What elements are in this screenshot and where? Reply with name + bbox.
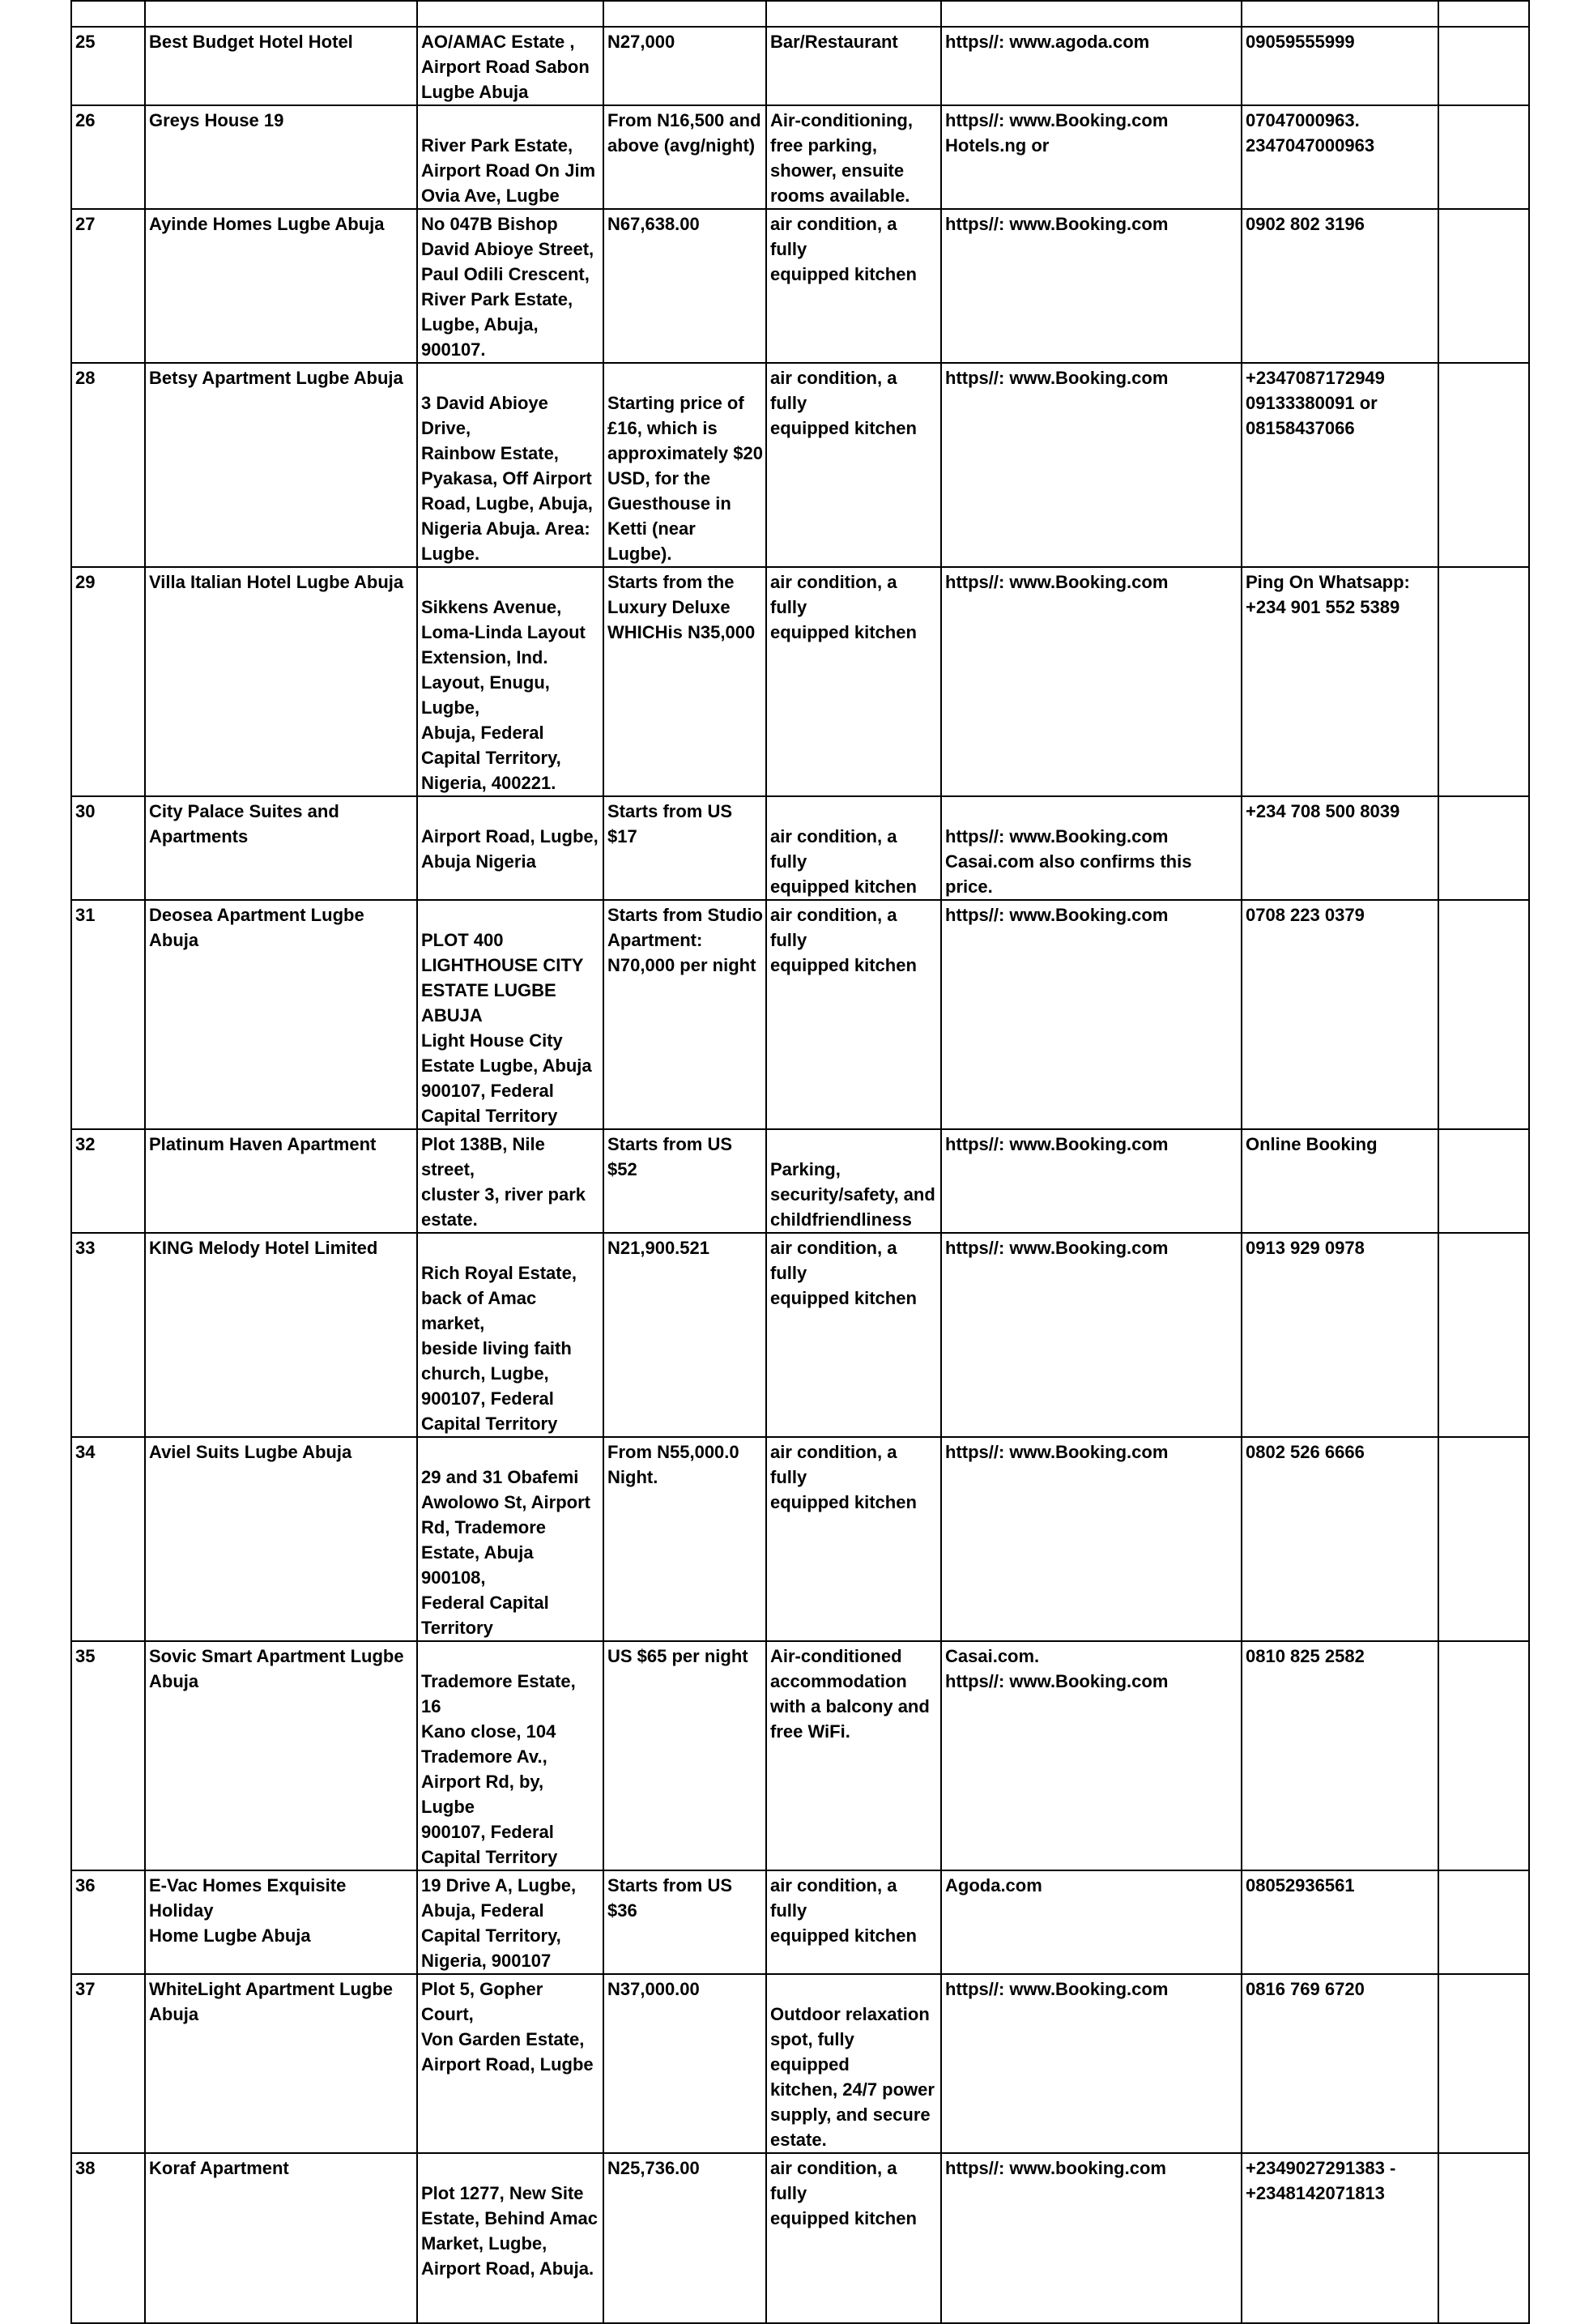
- hotel-amenities-cell: [766, 900, 941, 1129]
- hotel-price-cell: [603, 796, 766, 900]
- extra-cell-cell: [1438, 363, 1529, 567]
- hotel-price: From N55,000.0 Night.: [607, 1442, 739, 1487]
- hotel-listing-sheet: [70, 0, 1528, 2324]
- row-number-cell: [71, 2153, 145, 2323]
- hotel-contact: 0810 825 2582: [1246, 1646, 1365, 1666]
- hotel-address-cell: [417, 2153, 603, 2323]
- table-row: [71, 900, 1529, 1129]
- hotel-table: [70, 0, 1530, 2324]
- hotel-address: 19 Drive A, Lugbe, Abuja, Federal Capital Territory, Nigeria, 900107: [421, 1875, 577, 1971]
- booking-source-cell: [941, 1129, 1242, 1233]
- booking-source: https//: www.Booking.com: [945, 572, 1169, 592]
- hotel-name: E-Vac Homes Exquisite Holiday Home Lugbe Abuja: [149, 1875, 347, 1946]
- booking-source-cell: [941, 1437, 1242, 1641]
- booking-source: https//: www.Booking.com: [945, 1238, 1169, 1258]
- hotel-price: N25,736.00: [607, 2158, 700, 2178]
- table-row: [71, 1233, 1529, 1437]
- hotel-address-cell: [417, 1974, 603, 2153]
- hotel-address: Airport Road, Lugbe, Abuja Nigeria: [421, 826, 599, 872]
- hotel-contact: 08052936561: [1246, 1875, 1355, 1895]
- row-number: 25: [75, 32, 96, 52]
- hotel-amenities: air condition, a fully equipped kitchen: [770, 826, 917, 897]
- hotel-address: Plot 138B, Nile street, cluster 3, river park estate.: [421, 1134, 586, 1230]
- hotel-amenities: Bar/Restaurant: [770, 32, 898, 52]
- hotel-address-cell: [417, 900, 603, 1129]
- hotel-contact: +234 708 500 8039: [1246, 801, 1400, 821]
- hotel-price: Starts from Studio Apartment: N70,000 per night: [607, 905, 763, 975]
- hotel-price-cell: [603, 1233, 766, 1437]
- hotel-name-cell: [145, 209, 417, 363]
- hotel-name: WhiteLight Apartment Lugbe Abuja: [149, 1979, 394, 2024]
- hotel-name: Greys House 19: [149, 110, 284, 130]
- booking-source-cell: [941, 796, 1242, 900]
- row-number-cell: [71, 27, 145, 105]
- table-row: [71, 1437, 1529, 1641]
- hotel-price-cell: [603, 1641, 766, 1870]
- hotel-contact: 0913 929 0978: [1246, 1238, 1365, 1258]
- hotel-price-cell: [603, 27, 766, 105]
- hotel-name-cell: [145, 1437, 417, 1641]
- hotel-address-cell: [417, 567, 603, 796]
- hotel-amenities: air condition, a fully equipped kitchen: [770, 1875, 917, 1946]
- hotel-name: KING Melody Hotel Limited: [149, 1238, 378, 1258]
- hotel-address-cell: [417, 1641, 603, 1870]
- hotel-contact: +2349027291383 - +2348142071813: [1246, 2158, 1396, 2203]
- hotel-address: River Park Estate, Airport Road On Jim Ovia Ave, Lugbe: [421, 135, 596, 206]
- hotel-name: Platinum Haven Apartment: [149, 1134, 377, 1154]
- booking-source-cell: [941, 27, 1242, 105]
- booking-source-cell: [941, 363, 1242, 567]
- table-row: [71, 1129, 1529, 1233]
- hotel-name-cell: [145, 27, 417, 105]
- hotel-amenities: air condition, a fully equipped kitchen: [770, 1238, 917, 1308]
- hotel-price-cell: [603, 900, 766, 1129]
- hotel-contact: Online Booking: [1246, 1134, 1378, 1154]
- extra-cell-cell: [1438, 2153, 1529, 2323]
- hotel-address: Plot 1277, New Site Estate, Behind Amac Market, Lugbe, Airport Road, Abuja.: [421, 2183, 599, 2279]
- booking-source-cell: [941, 900, 1242, 1129]
- booking-source-cell: [941, 105, 1242, 209]
- hotel-name-cell: [145, 1641, 417, 1870]
- hotel-price: From N16,500 and above (avg/night): [607, 110, 761, 156]
- hotel-price: N27,000: [607, 32, 675, 52]
- hotel-address: No 047B Bishop David Abioye Street, Paul Odili Crescent, River Park Estate, Lugbe, Abuja, 900107.: [421, 214, 594, 360]
- hotel-name: Aviel Suits Lugbe Abuja: [149, 1442, 352, 1462]
- hotel-name: Sovic Smart Apartment Lugbe Abuja: [149, 1646, 404, 1691]
- hotel-amenities-cell: [766, 27, 941, 105]
- row-number-cell: [71, 1233, 145, 1437]
- booking-source-cell: [941, 567, 1242, 796]
- row-number: 32: [75, 1134, 96, 1154]
- extra-cell-cell: [1438, 105, 1529, 209]
- hotel-amenities: Air-conditioning, free parking, shower, ensuite rooms available.: [770, 110, 913, 206]
- row-number-cell: [71, 1974, 145, 2153]
- row-number: 26: [75, 110, 96, 130]
- table-row: [71, 27, 1529, 105]
- row-number-cell: [71, 567, 145, 796]
- hotel-name-cell: [145, 105, 417, 209]
- hotel-name-cell: [145, 1233, 417, 1437]
- hotel-price: Starts from US $36: [607, 1875, 733, 1921]
- hotel-price: N67,638.00: [607, 214, 700, 234]
- row-number: 29: [75, 572, 96, 592]
- hotel-price: Starting price of £16, which is approximately $20 USD, for the Guesthouse in Ketti (near Lugbe).: [607, 393, 763, 564]
- extra-cell-cell: [1438, 567, 1529, 796]
- hotel-name: Deosea Apartment Lugbe Abuja: [149, 905, 364, 950]
- hotel-contact-cell: [1242, 1437, 1438, 1641]
- hotel-name: Villa Italian Hotel Lugbe Abuja: [149, 572, 404, 592]
- row-number-cell: [71, 900, 145, 1129]
- row-number-cell: [71, 363, 145, 567]
- hotel-price-cell: [603, 1437, 766, 1641]
- extra-cell-cell: [1438, 209, 1529, 363]
- row-number: 35: [75, 1646, 96, 1666]
- row-number: 37: [75, 1979, 96, 1999]
- hotel-price-cell: [603, 1870, 766, 1974]
- hotel-address: 3 David Abioye Drive, Rainbow Estate, Pyakasa, Off Airport Road, Lugbe, Abuja, Nigeria Abuja. Area: Lugbe.: [421, 393, 593, 564]
- hotel-address: Sikkens Avenue, Loma-Linda Layout Extension, Ind. Layout, Enugu, Lugbe, Abuja, Federal Capital Territory, Nigeria, 400221.: [421, 597, 586, 793]
- extra-cell-cell: [1438, 1974, 1529, 2153]
- hotel-contact-cell: [1242, 1641, 1438, 1870]
- extra-cell-cell: [1438, 1641, 1529, 1870]
- hotel-address-cell: [417, 105, 603, 209]
- hotel-name-cell: [145, 567, 417, 796]
- hotel-contact: 0802 526 6666: [1246, 1442, 1365, 1462]
- row-number: 27: [75, 214, 96, 234]
- booking-source-cell: [941, 1974, 1242, 2153]
- hotel-amenities-cell: [766, 1641, 941, 1870]
- hotel-address: 29 and 31 Obafemi Awolowo St, Airport Rd, Trademore Estate, Abuja 900108, Federal Capital Territory: [421, 1467, 590, 1638]
- row-number-cell: [71, 209, 145, 363]
- hotel-address-cell: [417, 209, 603, 363]
- hotel-address-cell: [417, 796, 603, 900]
- row-number: 38: [75, 2158, 96, 2178]
- booking-source: https//: www.Booking.com Hotels.ng or: [945, 110, 1169, 156]
- hotel-name: Best Budget Hotel Hotel: [149, 32, 353, 52]
- booking-source-cell: [941, 2153, 1242, 2323]
- row-number: 33: [75, 1238, 96, 1258]
- hotel-contact-cell: [1242, 1974, 1438, 2153]
- hotel-amenities: air condition, a fully equipped kitchen: [770, 214, 917, 284]
- row-number-cell: [71, 1641, 145, 1870]
- hotel-price: N37,000.00: [607, 1979, 700, 1999]
- hotel-contact: 0816 769 6720: [1246, 1979, 1365, 1999]
- table-row: [71, 1870, 1529, 1974]
- hotel-amenities: Air-conditioned accommodation with a balcony and free WiFi.: [770, 1646, 930, 1742]
- extra-cell-cell: [1438, 796, 1529, 900]
- hotel-contact-cell: [1242, 209, 1438, 363]
- extra-cell-cell: [1438, 1233, 1529, 1437]
- table-row: [71, 1641, 1529, 1870]
- hotel-amenities: air condition, a fully equipped kitchen: [770, 905, 917, 975]
- hotel-amenities-cell: [766, 796, 941, 900]
- table-row: [71, 363, 1529, 567]
- booking-source: https//: www.Booking.com: [945, 1134, 1169, 1154]
- hotel-contact-cell: [1242, 567, 1438, 796]
- row-number-cell: [71, 1129, 145, 1233]
- row-number: 28: [75, 368, 96, 388]
- booking-source: https//: www.agoda.com: [945, 32, 1150, 52]
- extra-cell-cell: [1438, 1129, 1529, 1233]
- hotel-amenities: Parking, security/safety, and childfriendliness: [770, 1159, 935, 1230]
- hotel-amenities-cell: [766, 1437, 941, 1641]
- hotel-name: Ayinde Homes Lugbe Abuja: [149, 214, 385, 234]
- hotel-name: Koraf Apartment: [149, 2158, 289, 2178]
- hotel-name: City Palace Suites and Apartments: [149, 801, 339, 846]
- hotel-address: Plot 5, Gopher Court, Von Garden Estate, Airport Road, Lugbe: [421, 1979, 594, 2075]
- hotel-address-cell: [417, 1129, 603, 1233]
- hotel-amenities-cell: [766, 1974, 941, 2153]
- booking-source-cell: [941, 1641, 1242, 1870]
- hotel-amenities: air condition, a fully equipped kitchen: [770, 2158, 917, 2228]
- hotel-amenities-cell: [766, 1129, 941, 1233]
- table-row: [71, 105, 1529, 209]
- hotel-address: Trademore Estate, 16 Kano close, 104 Trademore Av., Airport Rd, by, Lugbe 900107, Federal Capital Territory: [421, 1671, 576, 1867]
- hotel-contact-cell: [1242, 2153, 1438, 2323]
- hotel-amenities-cell: [766, 1233, 941, 1437]
- booking-source-cell: [941, 1233, 1242, 1437]
- hotel-name-cell: [145, 796, 417, 900]
- hotel-name-cell: [145, 1870, 417, 1974]
- hotel-price: Starts from US $17: [607, 801, 733, 846]
- hotel-amenities: air condition, a fully equipped kitchen: [770, 1442, 917, 1512]
- hotel-contact: Ping On Whatsapp: +234 901 552 5389: [1246, 572, 1410, 617]
- booking-source: https//: www.Booking.com: [945, 368, 1169, 388]
- hotel-address: Rich Royal Estate, back of Amac market, beside living faith church, Lugbe, 900107, Federal Capital Territory: [421, 1263, 577, 1434]
- hotel-contact: +2347087172949 09133380091 or 08158437066: [1246, 368, 1385, 438]
- row-number: 34: [75, 1442, 96, 1462]
- hotel-address-cell: [417, 363, 603, 567]
- hotel-contact-cell: [1242, 796, 1438, 900]
- hotel-price-cell: [603, 105, 766, 209]
- row-number: 36: [75, 1875, 96, 1895]
- booking-source: Agoda.com: [945, 1875, 1042, 1895]
- hotel-amenities-cell: [766, 363, 941, 567]
- hotel-address: AO/AMAC Estate , Airport Road Sabon Lugbe Abuja: [421, 32, 590, 102]
- booking-source: https//: www.Booking.com: [945, 1442, 1169, 1462]
- row-number: 31: [75, 905, 96, 925]
- hotel-address-cell: [417, 1233, 603, 1437]
- hotel-amenities-cell: [766, 1870, 941, 1974]
- table-row: [71, 796, 1529, 900]
- booking-source-cell: [941, 1870, 1242, 1974]
- hotel-name-cell: [145, 900, 417, 1129]
- hotel-price: Starts from US $52: [607, 1134, 733, 1179]
- booking-source: https//: www.Booking.com: [945, 905, 1169, 925]
- hotel-address: PLOT 400 LIGHTHOUSE CITY ESTATE LUGBE ABUJA Light House City Estate Lugbe, Abuja 900107, Federal Capital Territory: [421, 930, 592, 1126]
- hotel-contact-cell: [1242, 1870, 1438, 1974]
- hotel-price-cell: [603, 363, 766, 567]
- hotel-name-cell: [145, 363, 417, 567]
- hotel-contact: 07047000963. 2347047000963: [1246, 110, 1375, 156]
- hotel-amenities: air condition, a fully equipped kitchen: [770, 368, 917, 438]
- row-number-cell: [71, 796, 145, 900]
- hotel-name-cell: [145, 1129, 417, 1233]
- hotel-price-cell: [603, 1129, 766, 1233]
- hotel-contact-cell: [1242, 105, 1438, 209]
- table-top-row: [71, 1, 1529, 27]
- hotel-contact-cell: [1242, 27, 1438, 105]
- row-number: 30: [75, 801, 96, 821]
- hotel-amenities-cell: [766, 567, 941, 796]
- hotel-price-cell: [603, 2153, 766, 2323]
- hotel-contact-cell: [1242, 1233, 1438, 1437]
- hotel-name-cell: [145, 2153, 417, 2323]
- hotel-amenities: air condition, a fully equipped kitchen: [770, 572, 917, 642]
- row-number-cell: [71, 1437, 145, 1641]
- hotel-price-cell: [603, 567, 766, 796]
- hotel-contact-cell: [1242, 900, 1438, 1129]
- hotel-amenities-cell: [766, 209, 941, 363]
- hotel-contact: 0708 223 0379: [1246, 905, 1365, 925]
- hotel-contact: 09059555999: [1246, 32, 1355, 52]
- booking-source-cell: [941, 209, 1242, 363]
- hotel-name: Betsy Apartment Lugbe Abuja: [149, 368, 403, 388]
- hotel-price: Starts from the Luxury Deluxe WHICHis N35,000: [607, 572, 756, 642]
- booking-source: Casai.com. https//: www.Booking.com: [945, 1646, 1169, 1691]
- table-row: [71, 1974, 1529, 2153]
- row-number-cell: [71, 1870, 145, 1974]
- hotel-amenities-cell: [766, 2153, 941, 2323]
- hotel-address-cell: [417, 27, 603, 105]
- row-number-cell: [71, 105, 145, 209]
- booking-source: https//: www.booking.com: [945, 2158, 1166, 2178]
- hotel-amenities: Outdoor relaxation spot, fully equipped kitchen, 24/7 power supply, and secure estate.: [770, 2004, 935, 2150]
- hotel-price: US $65 per night: [607, 1646, 748, 1666]
- extra-cell-cell: [1438, 27, 1529, 105]
- hotel-price-cell: [603, 209, 766, 363]
- table-row: [71, 567, 1529, 796]
- table-row: [71, 2153, 1529, 2323]
- hotel-price: N21,900.521: [607, 1238, 709, 1258]
- extra-cell-cell: [1438, 1437, 1529, 1641]
- hotel-contact-cell: [1242, 1129, 1438, 1233]
- booking-source: https//: www.Booking.com: [945, 214, 1169, 234]
- hotel-address-cell: [417, 1437, 603, 1641]
- booking-source: https//: www.Booking.com Casai.com also confirms this price.: [945, 826, 1192, 897]
- table-row: [71, 209, 1529, 363]
- hotel-amenities-cell: [766, 105, 941, 209]
- hotel-address-cell: [417, 1870, 603, 1974]
- booking-source: https//: www.Booking.com: [945, 1979, 1169, 1999]
- extra-cell-cell: [1438, 1870, 1529, 1974]
- hotel-contact: 0902 802 3196: [1246, 214, 1365, 234]
- hotel-contact-cell: [1242, 363, 1438, 567]
- extra-cell-cell: [1438, 900, 1529, 1129]
- hotel-name-cell: [145, 1974, 417, 2153]
- hotel-price-cell: [603, 1974, 766, 2153]
